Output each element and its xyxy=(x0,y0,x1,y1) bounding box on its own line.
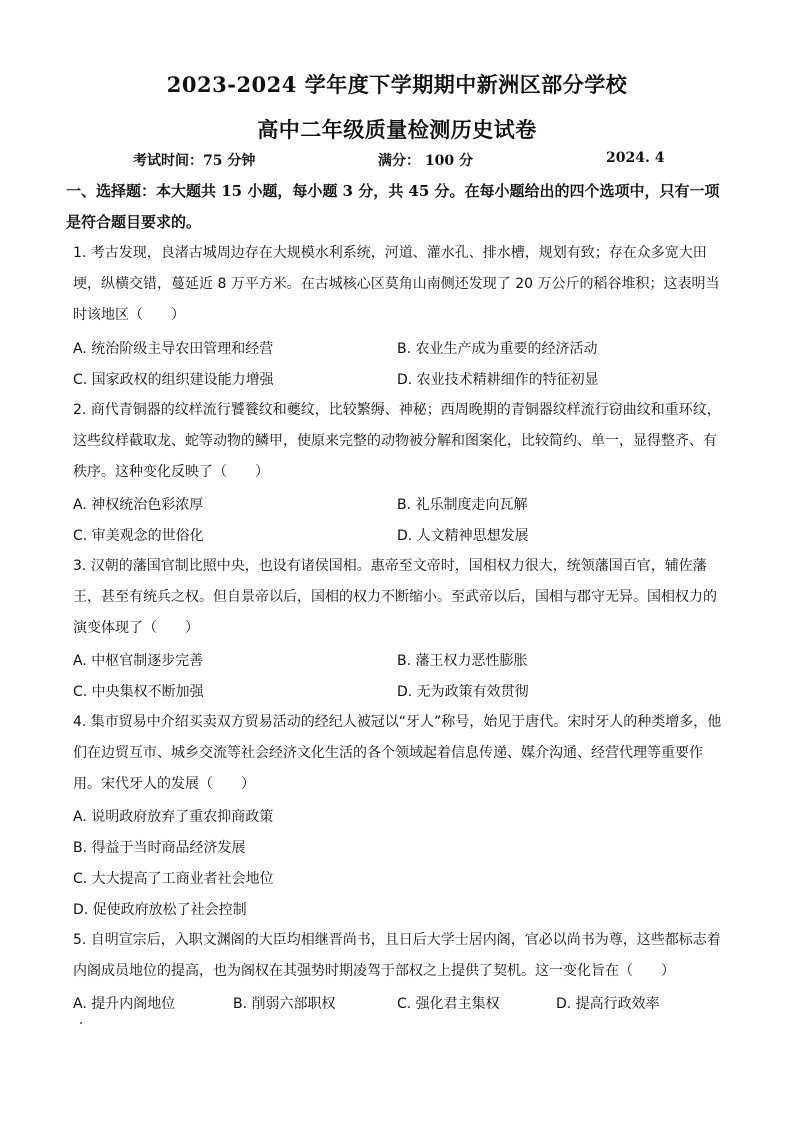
question-stem: 4. 集市贸易中介绍买卖双方贸易活动的经纪人被冠以“牙人”称号，始见于唐代。宋时牙人的种类增多，他们在边贸互市、城乡交流等社会经济文化生活的各个领域起着信息传递、媒介沟通、经营代理等重要作用。宋代牙人的发展（ ） xyxy=(73,714,722,792)
section-heading: 一、选择题：本大题共 15 小题，每小题 3 分，共 45 分。在每小题给出的四个选项中，只有一项是符合题目要求的。 xyxy=(66,182,720,231)
full-score: 满分： 100 分 xyxy=(378,153,473,169)
option-a: A. 神权统治色彩浓厚 xyxy=(73,497,204,513)
option-d: D. 无为政策有效贯彻 xyxy=(397,684,529,700)
option-b: B. 藩王权力恶性膨胀 xyxy=(397,653,528,669)
option-b: B. 礼乐制度走向瓦解 xyxy=(397,497,528,513)
option-b: B. 农业生产成为重要的经济活动 xyxy=(397,341,598,357)
option-c: C. 中央集权不断加强 xyxy=(73,684,204,700)
exam-time: 考试时间：75 分钟 xyxy=(133,153,256,169)
option-d: D. 农业技术精耕细作的特征初显 xyxy=(397,372,599,388)
option-a: A. 中枢官制逐步完善 xyxy=(73,653,204,669)
scan-dot xyxy=(80,1022,82,1024)
question-stem: 3. 汉朝的藩国官制比照中央，也设有诸侯国相。惠帝至文帝时，国相权力很大，统领藩国百官，辅佐藩王，甚至有统兵之权。但自景帝以后，国相的权力不断缩小。至武帝以后，国相与郡守无异。国相权力的演变体现了（ ） xyxy=(73,558,717,636)
option-d: D. 人文精神思想发展 xyxy=(397,528,529,544)
question-stem: 1. 考古发现，良渚古城周边存在大规模水利系统，河道、灌水孔、排水槽，规划有致；存在众多宽大田埂，纵横交错，蔓延近 8 万平方米。在古城核心区莫角山南侧还发现了 20 万公斤的稻谷堆积；这表明当时该地区（ ） xyxy=(73,245,720,323)
option-a: A. 统治阶级主导农田管理和经营 xyxy=(73,341,274,357)
option-d: D. 提高行政效率 xyxy=(556,996,660,1012)
option-b: B. 削弱六部职权 xyxy=(233,996,336,1012)
option-d: D. 促使政府放松了社会控制 xyxy=(73,902,247,918)
option-c: C. 国家政权的组织建设能力增强 xyxy=(73,372,274,388)
option-c: C. 大大提高了工商业者社会地位 xyxy=(73,871,274,887)
option-c: C. 审美观念的世俗化 xyxy=(73,528,204,544)
option-a: A. 说明政府放弃了重农抑商政策 xyxy=(73,809,274,825)
exam-title-line1: 2023-2024 学年度下学期期中新洲区部分学校 xyxy=(166,72,628,97)
question-stem: 5. 自明宣宗后，入职文渊阁的大臣均相继晋尚书，且日后大学士居内阁，官必以尚书为尊，这些都标志着内阁成员地位的提高，也为阁权在其强势时期凌驾于部权之上提供了契机。这一变化旨在（ ） xyxy=(73,932,721,979)
option-c: C. 强化君主集权 xyxy=(397,996,500,1012)
exam-title-line2: 高中二年级质量检测历史试卷 xyxy=(257,117,537,142)
option-a: A. 提升内阁地位 xyxy=(73,996,176,1012)
question-stem: 2. 商代青铜器的纹样流行饕餮纹和夔纹，比较繁缛、神秘；西周晚期的青铜器纹样流行窃曲纹和重环纹，这些纹样截取龙、蛇等动物的鳞甲，使原来完整的动物被分解和图案化，比较简约、单一，显得整齐、有秩序。这种变化反映了（ ） xyxy=(73,402,721,480)
exam-date: 2024. 4 xyxy=(606,150,665,166)
option-b: B. 得益于当时商品经济发展 xyxy=(73,840,246,856)
